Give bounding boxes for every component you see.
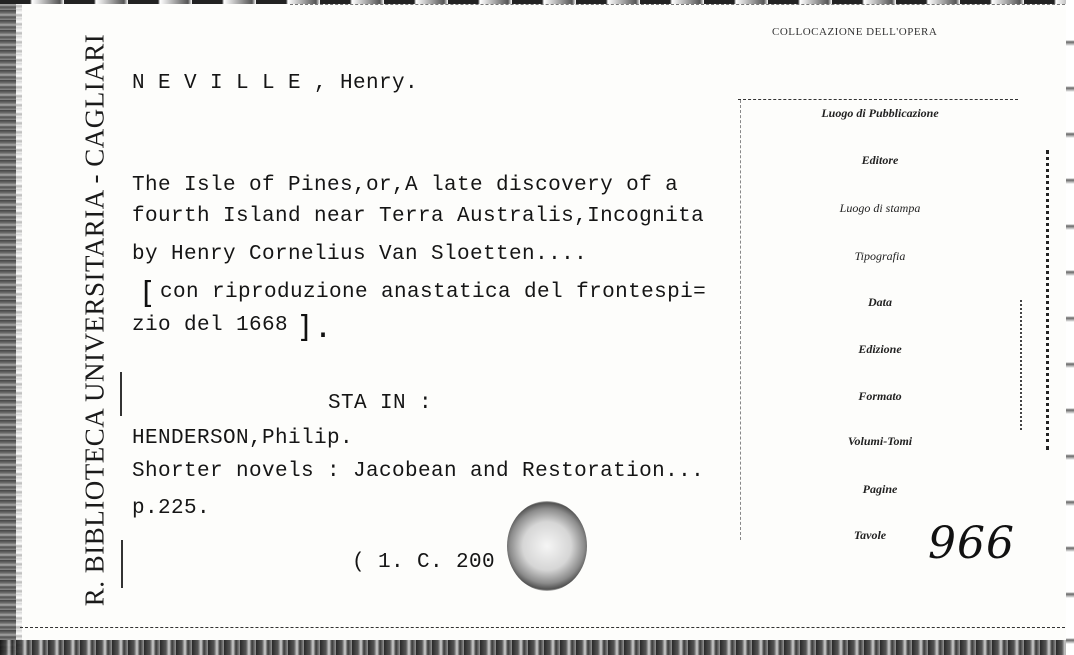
dotted-marks [1020, 300, 1022, 430]
bracket-open: [ [138, 276, 157, 311]
label-editore: Editore [861, 153, 899, 167]
ink-stamp-circle [507, 501, 587, 591]
source-line-1: HENDERSON,Philip. [132, 427, 354, 450]
source-line-3: p.225. [132, 497, 211, 520]
label-volumi-tomi: Volumi-Tomi [847, 434, 913, 448]
sta-in-label: STA IN : [328, 392, 433, 415]
library-stamp: R. BIBLIOTECA UNIVERSITARIA - CAGLIARI [79, 33, 110, 607]
label-luogo-stampa: Luogo di stampa [839, 201, 921, 215]
label-luogo-pubblicazione: Luogo di Pubblicazione [821, 106, 939, 120]
label-data: Data [868, 295, 892, 309]
title-line-3: by Henry Cornelius Van Sloetten.... [132, 243, 588, 266]
right-column-divider [740, 100, 741, 540]
label-formato: Formato [858, 389, 902, 403]
margin-tick [120, 372, 122, 416]
handwritten-number: 966 [928, 518, 1015, 569]
scan-edge-left [0, 0, 16, 655]
collocazione-header: COLLOCAZIONE DELL'OPERA [772, 26, 938, 38]
bracket-close: ]. [296, 310, 333, 345]
right-column-rule [738, 99, 1018, 100]
label-edizione: Edizione [858, 342, 902, 356]
label-tipografia: Tipografia [854, 249, 906, 263]
dotted-edge-marks [1046, 150, 1053, 450]
title-line-4: con riproduzione anastatica del frontespi= [160, 281, 707, 304]
collocation-number: ( 1. C. 200 [352, 551, 496, 574]
title-line-1: The Isle of Pines,or,A late discovery of a [132, 174, 679, 197]
scan-edge-right [1066, 0, 1074, 655]
title-line-5: zio del 1668 [132, 314, 289, 337]
author-heading: N E V I L L E , Henry. [132, 72, 419, 95]
margin-tick [121, 540, 123, 588]
scan-line-bottom [20, 627, 1070, 628]
scan-edge-left-inner [16, 0, 22, 655]
scan-edge-bottom [0, 640, 1074, 655]
label-tavole: Tavole [853, 528, 887, 542]
scan-line-top [290, 4, 1070, 15]
source-line-2: Shorter novels : Jacobean and Restoration... [132, 460, 705, 483]
title-line-2: fourth Island near Terra Australis,Incognita [132, 205, 705, 228]
label-pagine: Pagine [862, 482, 898, 496]
